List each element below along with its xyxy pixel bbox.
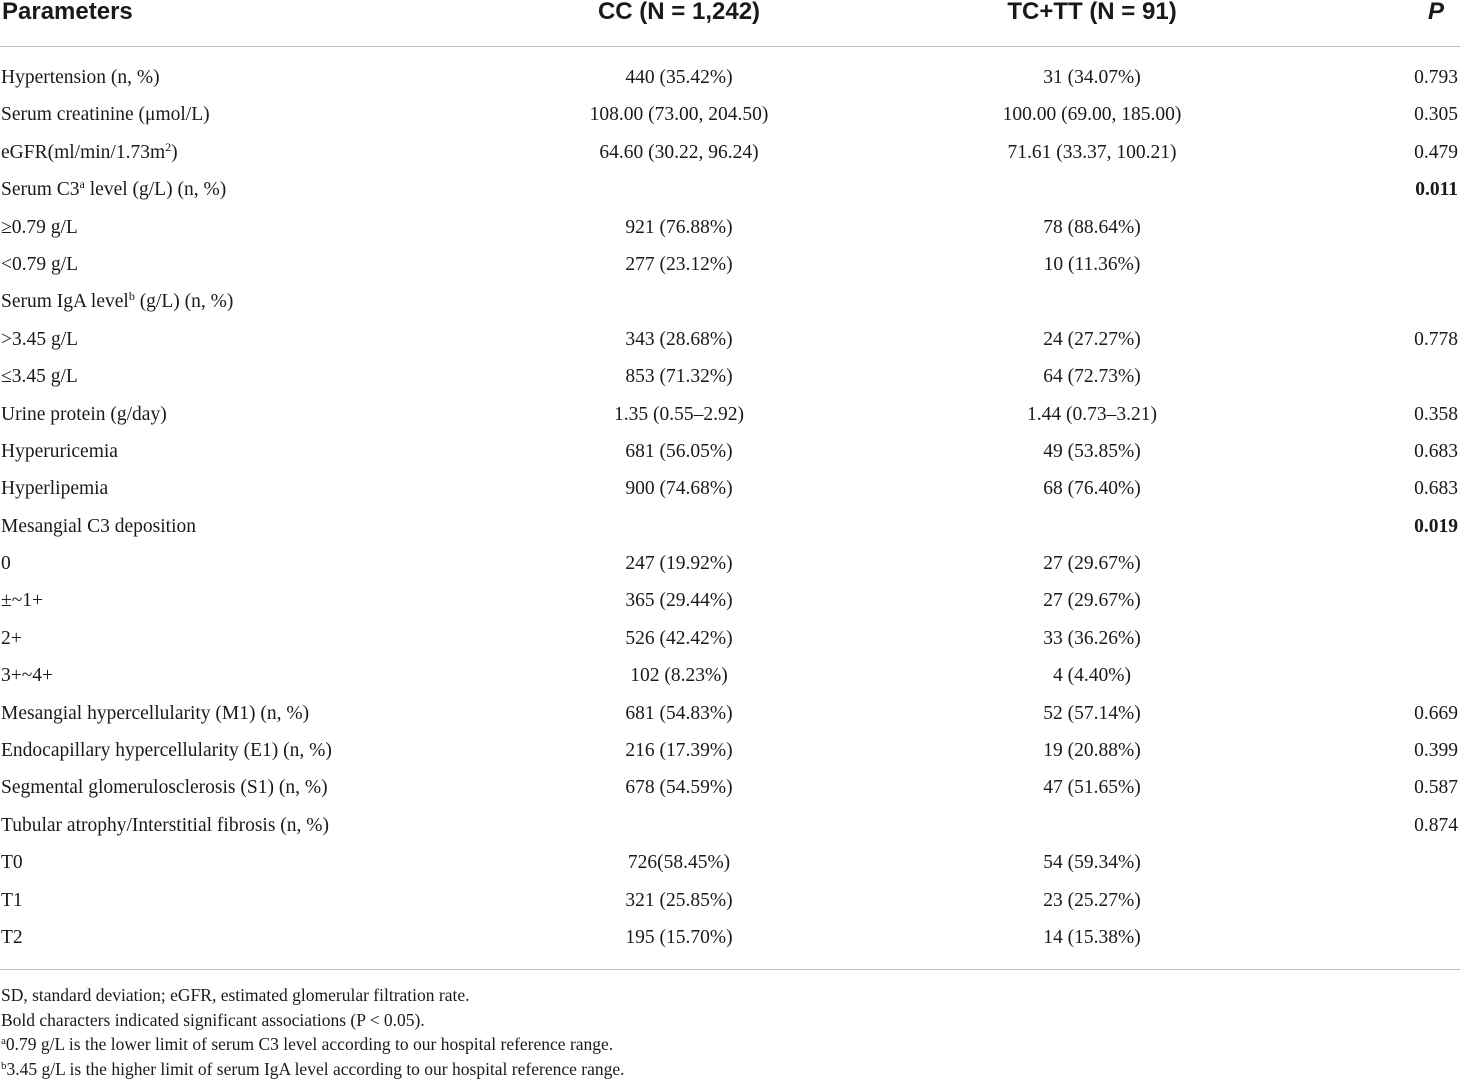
table-row: [0, 620, 1460, 657]
table-row: [0, 545, 1460, 582]
cell-tc-tt: 14 (15.38%): [1043, 926, 1141, 948]
cell-p-value: 0.479: [1414, 141, 1458, 163]
cell-parameter: [1, 657, 53, 694]
parameter-label-suffix: level (g/L) (n, %): [84, 179, 227, 201]
cell-cc: 102 (8.23%): [630, 665, 728, 687]
parameter-label: Mesangial C3 deposition: [1, 515, 196, 537]
parameter-superscript: a: [79, 177, 85, 192]
parameter-label: Segmental glomerulosclerosis (S1) (n, %): [1, 777, 328, 799]
table-row: [0, 844, 1460, 881]
cell-cc: 681 (56.05%): [625, 440, 733, 462]
cell-parameter: [1, 209, 78, 246]
cell-tc-tt: 10 (11.36%): [1043, 253, 1141, 275]
cell-tc-tt: 27 (29.67%): [1043, 553, 1141, 575]
parameter-label: Urine protein (g/day): [1, 403, 167, 425]
table-row: [0, 433, 1460, 470]
parameter-label: Serum creatinine (μmol/L): [1, 104, 210, 126]
parameter-label: T1: [1, 889, 23, 911]
footnote-b-text: 3.45 g/L is the higher limit of serum IgA level according to our hospital reference range.: [6, 1058, 625, 1079]
parameter-label: Hyperlipemia: [1, 478, 109, 500]
cell-cc: 678 (54.59%): [625, 777, 733, 799]
header-p: P: [1427, 0, 1444, 25]
cell-cc: 365 (29.44%): [625, 590, 733, 612]
footnote-bold-note: Bold characters indicated significant associations (P < 0.05).: [1, 1009, 425, 1030]
cell-p-value: 0.358: [1414, 403, 1458, 425]
table-row: [0, 732, 1460, 769]
table-row: [0, 134, 1460, 171]
parameter-label: Hypertension (n, %): [1, 67, 160, 88]
cell-tc-tt: 52 (57.14%): [1043, 702, 1141, 724]
parameter-superscript: 2: [165, 139, 172, 154]
table-row: [0, 59, 1460, 96]
cell-cc: 726(58.45%): [627, 852, 731, 874]
cell-p-value: 0.683: [1414, 478, 1458, 500]
cell-p-value: 0.399: [1414, 740, 1458, 762]
cell-p-value: 0.669: [1414, 702, 1458, 724]
cell-cc: 277 (23.12%): [625, 253, 733, 275]
table-header: [0, 0, 1460, 47]
cell-cc: 853 (71.32%): [625, 366, 733, 388]
parameter-label: 2+: [1, 627, 22, 649]
footnote-abbreviations: SD, standard deviation; eGFR, estimated glomerular filtration rate.: [1, 985, 470, 1005]
footnote-divider: [0, 969, 1460, 970]
cell-parameter: [1, 321, 78, 358]
cell-tc-tt: 23 (25.27%): [1043, 889, 1141, 911]
cell-cc: 900 (74.68%): [625, 478, 733, 500]
table-row: [0, 358, 1460, 395]
cell-cc: 343 (28.68%): [625, 328, 733, 350]
footnote-a: [1, 1032, 1451, 1057]
cell-parameter: [1, 620, 22, 657]
table-row: [0, 582, 1460, 619]
cell-parameter: [1, 134, 178, 171]
cell-tc-tt: 64 (72.73%): [1043, 366, 1141, 388]
cell-p-value: 0.019: [1414, 515, 1458, 537]
cell-parameter: [1, 882, 23, 919]
table-row: [0, 508, 1460, 545]
cell-tc-tt: 100.00 (69.00, 185.00): [1002, 104, 1182, 126]
parameter-label: T2: [1, 926, 23, 948]
cell-tc-tt: 33 (36.26%): [1043, 627, 1141, 649]
parameter-label: >3.45 g/L: [1, 328, 79, 350]
cell-tc-tt: 47 (51.65%): [1043, 777, 1141, 799]
cell-cc: 216 (17.39%): [625, 740, 733, 762]
cell-parameter: [1, 396, 167, 433]
parameter-label: Serum IgA level: [1, 291, 129, 313]
cell-tc-tt: 54 (59.34%): [1043, 852, 1141, 874]
parameter-label: Endocapillary hypercellularity (E1) (n, %): [1, 740, 332, 762]
cell-cc: 1.35 (0.55–2.92): [614, 403, 744, 425]
table-row: [0, 96, 1460, 133]
parameter-label: <0.79 g/L: [1, 253, 79, 275]
cell-cc: 247 (19.92%): [625, 553, 733, 575]
cell-parameter: [1, 96, 210, 133]
cell-tc-tt: 68 (76.40%): [1043, 478, 1141, 500]
parameter-label: 3+~4+: [1, 665, 54, 687]
cell-parameter: [1, 470, 108, 507]
cell-cc: 108.00 (73.00, 204.50): [589, 104, 769, 126]
cell-p-value: 0.683: [1414, 440, 1458, 462]
cell-parameter: [1, 358, 78, 395]
cell-parameter: [1, 807, 329, 844]
parameter-label: Tubular atrophy/Interstitial fibrosis (n, %): [1, 814, 330, 836]
cell-tc-tt: 4 (4.40%): [1053, 665, 1131, 687]
cell-cc: 681 (54.83%): [625, 702, 733, 724]
table-row: [0, 209, 1460, 246]
parameter-label-suffix: (g/L) (n, %): [134, 291, 234, 313]
cell-parameter: [1, 769, 328, 806]
cell-tc-tt: 71.61 (33.37, 100.21): [1007, 141, 1177, 163]
cell-parameter: [1, 171, 226, 208]
cell-p-value: 0.011: [1415, 179, 1458, 201]
table-row: [0, 769, 1460, 806]
cell-tc-tt: 49 (53.85%): [1043, 440, 1141, 462]
parameter-label-suffix: ): [171, 141, 178, 163]
table-row: [0, 321, 1460, 358]
cell-cc: 921 (76.88%): [625, 216, 733, 238]
table-row: [0, 882, 1460, 919]
parameter-label: eGFR(ml/min/1.73m: [1, 141, 166, 163]
footnote-b-mark: b: [1, 1059, 7, 1072]
footnotes: [1, 983, 1451, 1081]
cell-cc: 64.60 (30.22, 96.24): [599, 141, 759, 163]
cell-parameter: [1, 283, 233, 320]
cell-tc-tt: 31 (34.07%): [1043, 67, 1141, 88]
header-parameters: Parameters: [2, 0, 133, 25]
parameter-label: ±~1+: [1, 590, 43, 612]
cell-parameter: [1, 582, 43, 619]
table-row: [0, 396, 1460, 433]
cell-tc-tt: 19 (20.88%): [1043, 740, 1141, 762]
parameter-superscript: b: [128, 289, 135, 304]
cell-tc-tt: 1.44 (0.73–3.21): [1027, 403, 1157, 425]
header-cc: CC (N = 1,242): [597, 0, 761, 25]
cell-parameter: [1, 246, 78, 283]
cell-parameter: [1, 695, 309, 732]
table-row: [0, 807, 1460, 844]
cell-p-value: 0.587: [1414, 777, 1458, 799]
cell-parameter: [1, 59, 160, 96]
cell-p-value: 0.305: [1414, 104, 1458, 126]
table-row: [0, 246, 1460, 283]
parameter-label: ≥0.79 g/L: [1, 216, 78, 238]
parameter-label: Serum C3: [1, 179, 80, 201]
header-tc-tt: TC+TT (N = 91): [1007, 0, 1177, 25]
footnote-a-text: 0.79 g/L is the lower limit of serum C3 level according to our hospital reference range.: [5, 1034, 614, 1054]
cell-parameter: [1, 545, 11, 582]
cell-parameter: [1, 919, 23, 956]
parameter-label: Hyperuricemia: [1, 440, 118, 462]
parameter-label: Mesangial hypercellularity (M1) (n, %): [1, 702, 310, 724]
cell-parameter: [1, 732, 332, 769]
cell-cc: 526 (42.42%): [625, 627, 733, 649]
cell-cc: 321 (25.85%): [625, 889, 733, 911]
cell-tc-tt: 27 (29.67%): [1043, 590, 1141, 612]
table-body: [0, 59, 1460, 956]
cell-tc-tt: 78 (88.64%): [1043, 216, 1141, 238]
cell-cc: 195 (15.70%): [625, 926, 733, 948]
footnote-b: [1, 1057, 1451, 1082]
footnote-a-mark: a: [1, 1035, 6, 1047]
cell-p-value: 0.874: [1414, 814, 1458, 836]
cell-parameter: [1, 508, 196, 545]
cell-p-value: 0.778: [1414, 328, 1458, 350]
table-row: [0, 657, 1460, 694]
cell-cc: 440 (35.42%): [625, 67, 733, 88]
cell-p-value: 0.793: [1414, 67, 1458, 88]
cell-parameter: [1, 844, 23, 881]
parameter-label: T0: [1, 852, 23, 874]
table-row: [0, 695, 1460, 732]
cell-parameter: [1, 433, 118, 470]
parameter-label: ≤3.45 g/L: [1, 366, 78, 388]
cell-tc-tt: 24 (27.27%): [1043, 328, 1141, 350]
parameter-label: 0: [1, 553, 11, 575]
table-row: [0, 171, 1460, 208]
table-row: [0, 919, 1460, 956]
table-row: [0, 470, 1460, 507]
table-row: [0, 283, 1460, 320]
